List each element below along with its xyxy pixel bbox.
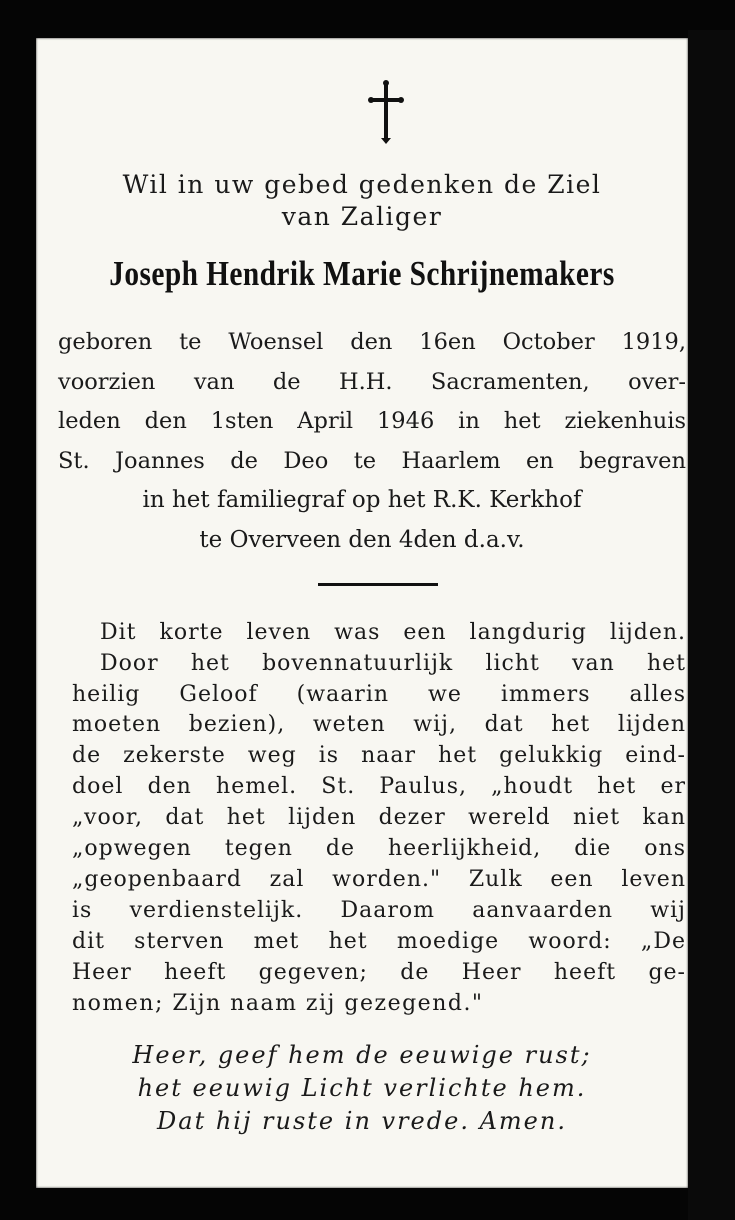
body-line-10: is verdienstelijk. Daarom aanvaarden wij	[72, 898, 686, 923]
bio-line-1: geboren te Woensel den 16en October 1919,	[58, 329, 686, 355]
body-line-9: „geopenbaard zal worden." Zulk een leven	[72, 867, 686, 892]
bio-line-3: leden den 1sten April 1946 in het ziekenhuis	[58, 408, 686, 434]
body-line-11: dit sterven met het moedige woord: „De	[72, 929, 686, 954]
prayer-line-2: het eeuwig Licht verlichte hem.	[137, 1074, 587, 1102]
bio-line-5: in het familiegraf op het R.K. Kerkhof	[142, 487, 582, 513]
body-line-4: moeten bezien), weten wij, dat het lijden	[72, 712, 686, 737]
body-line-12: Heer heeft gegeven; de Heer heeft ge-	[72, 960, 686, 985]
body-line-6: doel den hemel. St. Paulus, „houdt het er	[72, 774, 686, 799]
cross-icon	[366, 80, 406, 146]
card-edge-shadow	[688, 30, 735, 1220]
bio-line-4: St. Joannes de Deo te Haarlem en begraven	[58, 448, 686, 474]
deceased-name: Joseph Hendrik Marie Schrijnemakers	[109, 254, 615, 293]
intro-line-2: van Zaliger	[281, 202, 443, 231]
divider	[318, 583, 438, 586]
body-line-8: „opwegen tegen de heerlijkheid, die ons	[72, 836, 686, 861]
body-line-5: de zekerste weg is naar het gelukkig eind-	[72, 743, 686, 768]
body-line-3: heilig Geloof (waarin we immers alles	[72, 682, 686, 707]
prayer-line-3: Dat hij ruste in vrede. Amen.	[157, 1107, 567, 1135]
memorial-card	[36, 38, 688, 1188]
bio-line-2: voorzien van de H.H. Sacramenten, over-	[58, 369, 686, 395]
body-line-13: nomen; Zijn naam zij gezegend."	[72, 991, 484, 1016]
intro-line-1: Wil in uw gebed gedenken de Ziel	[122, 170, 602, 199]
prayer-line-1: Heer, geef hem de eeuwige rust;	[132, 1041, 592, 1069]
body-line-2: Door het bovennatuurlijk licht van het	[100, 651, 686, 676]
body-line-7: „voor, dat het lijden dezer wereld niet kan	[72, 805, 686, 830]
bio-line-6: te Overveen den 4den d.a.v.	[199, 527, 525, 553]
body-line-1: Dit korte leven was een langdurig lijden.	[100, 620, 686, 645]
